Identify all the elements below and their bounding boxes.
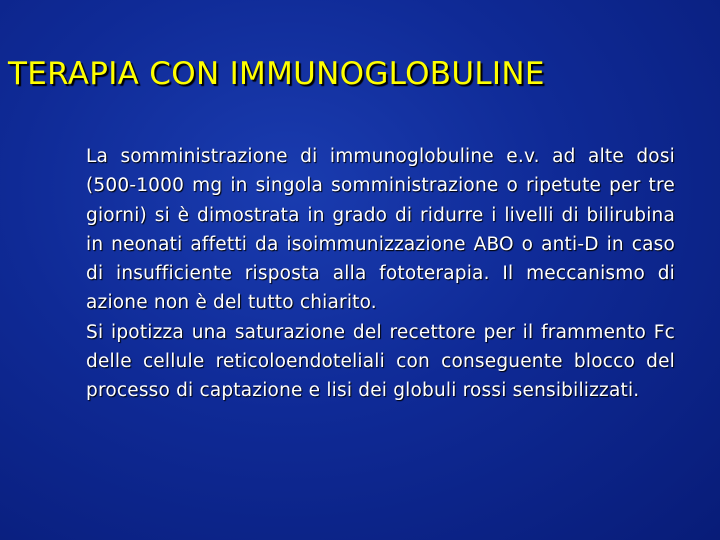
slide-title: TERAPIA CON IMMUNOGLOBULINE bbox=[8, 56, 545, 92]
body-paragraph-hypothesis: Si ipotizza una saturazione del recettore per il frammento Fc delle cellule reticoloendoteliali con conseguente blocco del processo di captazione e lisi dei globuli rossi sensibilizzati. bbox=[86, 321, 675, 402]
body-paragraph-mechanism-intro: La somministrazione di immunoglobuline e.v. ad alte dosi (500-1000 mg in singola somministrazione o ripetute per tre giorni) si è dimostrata in grado di ridurre i livelli di bilirubina in neonati affetti da isoimmunizzazione ABO o anti-D in caso di insufficiente risposta alla fototerapia. Il meccanismo di azione non è del tutto chiarito. bbox=[86, 146, 675, 314]
slide-body bbox=[86, 142, 675, 406]
